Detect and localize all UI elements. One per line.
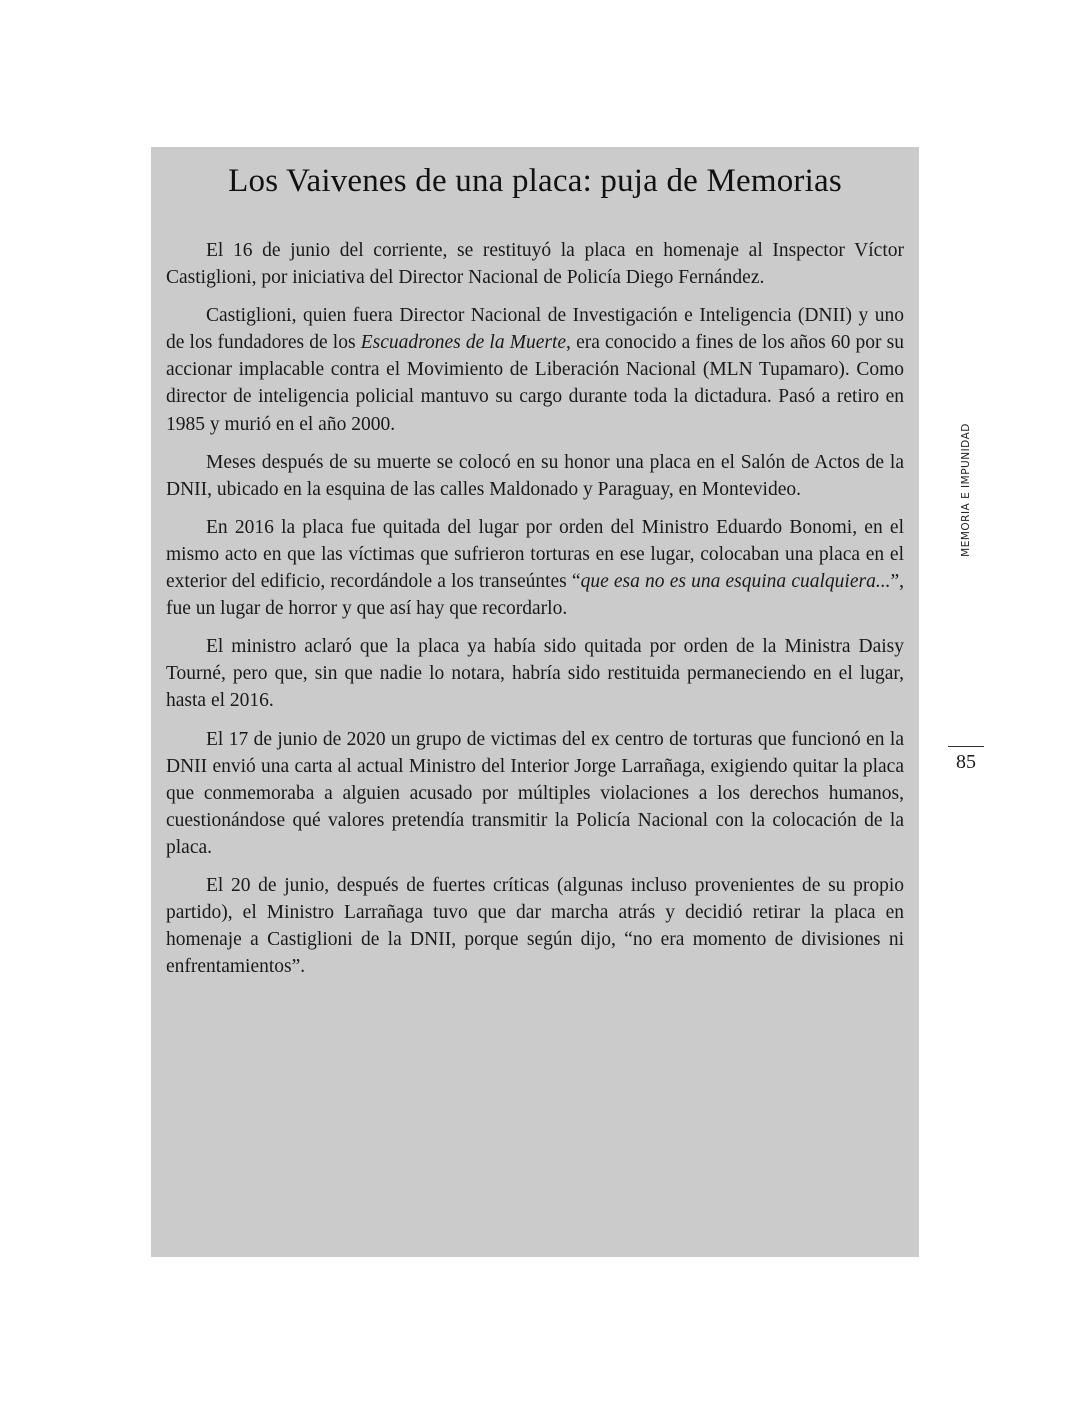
paragraph-6: El 17 de junio de 2020 un grupo de victimas del ex centro de torturas que funcionó en la DNII envió una carta al actual Ministro del Interior Jorge Larrañaga, exigiendo quitar la placa que conmemoraba a alguien acusado por múltiples violaciones a los derechos humanos, cuestionándose qué valores pretendía transmitir la Policía Nacional con la colocación de la placa. bbox=[166, 728, 904, 858]
paragraph-2: Castiglioni, quien fuera Director Nacional de Investigación e Inteligencia (DNII) y uno de los fundadores de los Escuadrones de la Muerte, era conocido a fines de los años 60 por su accionar implacable contra el Movimiento de Liberación Nacional (MLN Tupamaro). Como director de inteligencia policial mantuvo su cargo durante toda la dictadura. Pasó a retiro en 1985 y murió en el año 2000. bbox=[166, 305, 904, 435]
paragraph-5: El ministro aclaró que la placa ya había sido quitada por orden de la Ministra Daisy Tourné, pero que, sin que nadie lo notara, habría sido restituida permaneciendo en el lugar, hasta el 2016. bbox=[166, 636, 904, 712]
paragraph-1: El 16 de junio del corriente, se restituyó la placa en homenaje al Inspector Víctor Castiglioni, por iniciativa del Director Nacional de Policía Diego Fernández. bbox=[166, 240, 904, 289]
page-number: 85 bbox=[956, 751, 976, 773]
article-box bbox=[151, 147, 919, 1257]
paragraph-4: En 2016 la placa fue quitada del lugar por orden del Ministro Eduardo Bonomi, en el mismo acto en que las víctimas que sufrieron torturas en ese lugar, colocaban una placa en el exterior del edificio, recordándole a los transeúntes “que esa no es una esquina cualquiera...”, fue un lugar de horror y que así hay que recordarlo. bbox=[166, 516, 904, 620]
paragraph-7: El 20 de junio, después de fuertes críticas (algunas incluso provenientes de su propio partido), el Ministro Larrañaga tuvo que dar marcha atrás y decidió retirar la placa en homenaje a Castiglioni de la DNII, porque según dijo, “no era momento de divisiones ni enfrentamientos”. bbox=[166, 874, 904, 978]
page-number-rule bbox=[948, 746, 984, 747]
italic-term: Escuadrones de la Muerte bbox=[360, 332, 567, 354]
section-label: MEMORIA E IMPUNIDAD bbox=[960, 423, 972, 557]
article-title: Los Vaivenes de una placa: puja de Memorias bbox=[228, 163, 842, 199]
paragraph-3: Meses después de su muerte se colocó en su honor una placa en el Salón de Actos de la DNII, ubicado en la esquina de las calles Maldonado y Paraguay, en Montevideo. bbox=[166, 451, 904, 500]
italic-quote: que esa no es una esquina cualquiera... bbox=[580, 571, 891, 593]
article-body bbox=[166, 237, 904, 991]
